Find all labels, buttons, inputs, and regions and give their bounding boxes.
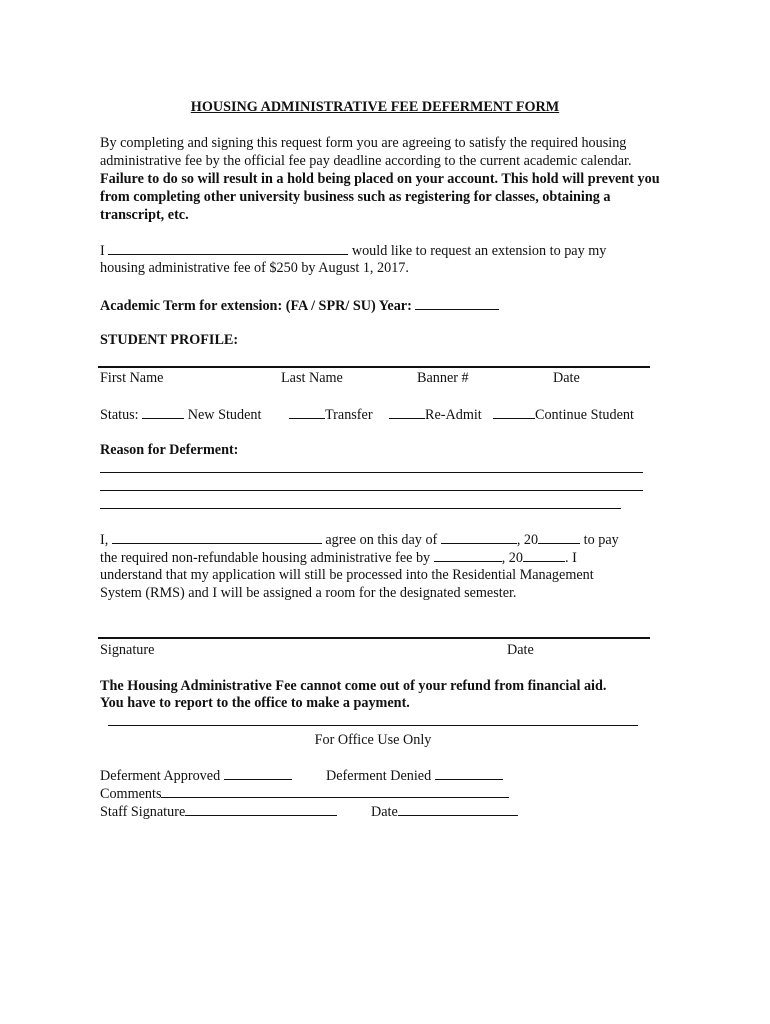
academic-term-row xyxy=(100,296,499,315)
transfer-option xyxy=(289,405,373,424)
staff-signature-field[interactable] xyxy=(185,802,337,816)
agreement-to-pay: to pay xyxy=(583,532,619,548)
deferment-approved-field[interactable] xyxy=(224,766,292,780)
deferment-denied-label: Deferment Denied xyxy=(326,768,432,784)
continue-option xyxy=(493,405,634,424)
student-name-field[interactable] xyxy=(108,241,348,255)
pay-by-year-field[interactable] xyxy=(523,548,565,562)
agreement-i: I, xyxy=(100,532,109,548)
agreement-name-field[interactable] xyxy=(112,530,322,544)
status-transfer: Transfer xyxy=(325,407,373,423)
agreement-line2-year: , 20 xyxy=(501,550,523,566)
new-student-field[interactable] xyxy=(142,405,184,419)
staff-date-field[interactable] xyxy=(398,802,518,816)
signature-date-label: Date xyxy=(507,642,534,658)
readmit-field[interactable] xyxy=(389,405,425,419)
staff-signature-row xyxy=(100,802,337,821)
agreement-year-prefix: , 20 xyxy=(516,532,539,548)
readmit-option xyxy=(389,405,482,424)
status-continue: Continue Student xyxy=(535,407,634,423)
status-new-student: New Student xyxy=(187,407,262,423)
staff-date-row xyxy=(371,802,518,821)
status-readmit: Re-Admit xyxy=(425,407,482,423)
date-label: Date xyxy=(553,370,580,386)
request-text: would like to request an extension to pay my xyxy=(351,243,607,259)
intro-warning: Failure to do so will result in a hold being placed on your account. This hold will prevent you from completing other university business such as registering for classes, obtaining a transcript, etc. xyxy=(100,171,660,224)
agreement-text: agree on this day of xyxy=(325,532,438,548)
agreement-line2-text: the required non-refundable housing administrative fee by xyxy=(100,550,431,566)
year-field[interactable] xyxy=(415,296,499,310)
status-label: Status: xyxy=(100,407,139,423)
transfer-field[interactable] xyxy=(289,405,325,419)
intro-text: By completing and signing this request form you are agreeing to satisfy the required housing administrative fee by the official fee pay deadline according to the current academic calendar. xyxy=(100,135,632,170)
reason-heading: Reason for Deferment: xyxy=(100,442,239,458)
request-line xyxy=(100,241,606,260)
agreement-line-1 xyxy=(100,530,619,549)
reason-line-1[interactable] xyxy=(100,472,643,473)
staff-signature-label: Staff Signature xyxy=(100,804,186,820)
denied-row xyxy=(326,766,503,785)
profile-divider xyxy=(98,366,650,368)
deferment-denied-field[interactable] xyxy=(435,766,503,780)
agreement-line-3: understand that my application will still be processed into the Residential Management xyxy=(100,567,594,583)
agreement-day-field[interactable] xyxy=(441,530,517,544)
notice-line-2: You have to report to the office to make a payment. xyxy=(100,695,410,711)
first-name-label: First Name xyxy=(100,370,164,386)
intro-paragraph xyxy=(100,134,660,224)
request-prefix: I xyxy=(100,243,105,259)
academic-term-label: Academic Term for extension: (FA / SPR/ SU) Year: xyxy=(100,298,412,314)
reason-line-3[interactable] xyxy=(100,508,621,509)
pay-by-date-field[interactable] xyxy=(434,548,502,562)
agreement-year-field[interactable] xyxy=(538,530,580,544)
last-name-label: Last Name xyxy=(281,370,343,386)
comments-label: Comments xyxy=(100,786,162,802)
request-line-2: housing administrative fee of $250 by August 1, 2017. xyxy=(100,260,409,276)
staff-date-label: Date xyxy=(371,804,398,820)
comments-row xyxy=(100,784,509,803)
agreement-line-4: System (RMS) and I will be assigned a room for the designated semester. xyxy=(100,585,517,601)
approved-row xyxy=(100,766,292,785)
continue-field[interactable] xyxy=(493,405,535,419)
signature-label: Signature xyxy=(100,642,155,658)
form-title: HOUSING ADMINISTRATIVE FEE DEFERMENT FORM xyxy=(190,99,560,115)
notice-line-1: The Housing Administrative Fee cannot come out of your refund from financial aid. xyxy=(100,678,607,694)
comments-field[interactable] xyxy=(161,784,509,798)
office-divider xyxy=(108,725,638,726)
reason-line-2[interactable] xyxy=(100,490,643,491)
signature-line[interactable] xyxy=(98,637,650,639)
deferment-approved-label: Deferment Approved xyxy=(100,768,221,784)
status-row xyxy=(100,405,261,424)
agreement-line2-end: . I xyxy=(564,550,577,566)
banner-label: Banner # xyxy=(417,370,469,386)
student-profile-heading: STUDENT PROFILE: xyxy=(100,332,239,348)
agreement-line-2 xyxy=(100,548,577,567)
office-heading: For Office Use Only xyxy=(314,732,432,748)
